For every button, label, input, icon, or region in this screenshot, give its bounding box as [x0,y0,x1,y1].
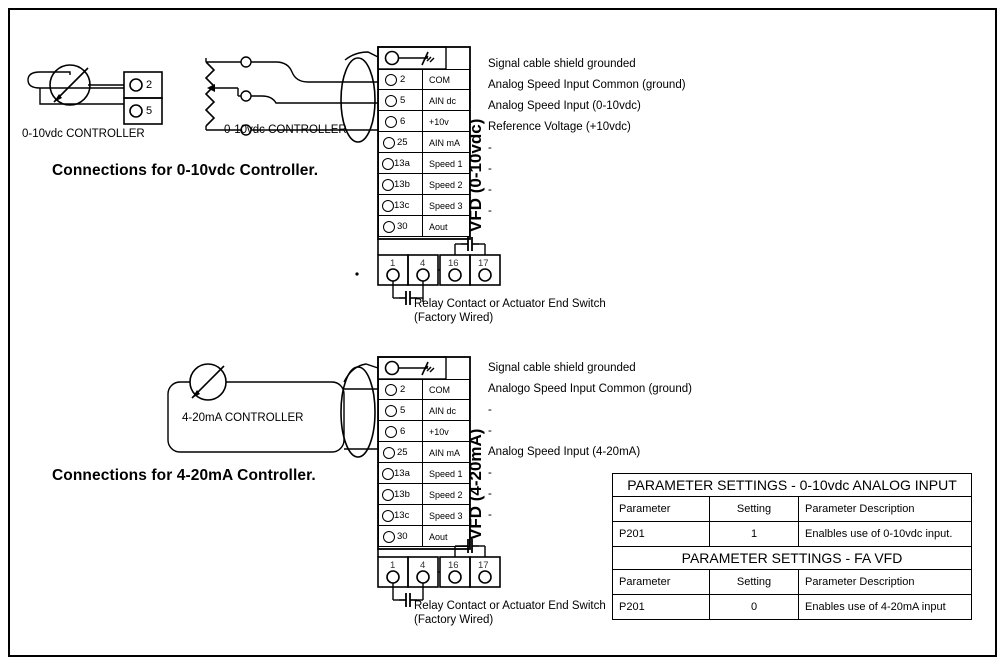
note-item: - [488,163,492,175]
table-header-row [613,497,972,522]
terminal-name: COM [429,384,450,395]
note-item: - [488,425,492,437]
bottom-terminal-number: 16 [448,258,459,269]
terminal-name: AIN dc [429,405,457,416]
table-title-row [613,547,972,570]
relay-note-2-line1: Relay Contact or Actuator End Switch [414,600,606,612]
terminal-number: 6 [400,116,406,127]
terminal-number: 13c [394,200,410,211]
cell-parameter: P201 [613,522,710,547]
note-item: Analog Speed Input Common (ground) [488,79,686,91]
terminal-circle [382,158,394,170]
vfd-label-1: VFD (0-10vdc) [466,118,485,232]
terminal-name: Speed 3 [429,200,463,211]
terminal-row[interactable] [378,153,470,174]
small-terminal-number: 5 [146,105,153,117]
controller-caption-1: 0-10vdc CONTROLLER [224,124,347,136]
terminal-circle [385,426,397,438]
note-item: Reference Voltage (+10vdc) [488,121,631,133]
terminal-row[interactable] [378,111,470,132]
cell-setting: 0 [710,595,799,620]
cell-description: Enalbles use of 0-10vdc input. [799,522,972,547]
table-row [613,595,972,620]
cable-shield-2 [341,367,375,457]
relay-note-1-line1: Relay Contact or Actuator End Switch [414,298,606,310]
table-title-row [613,474,972,497]
terminal-name: Speed 2 [429,179,463,190]
table-title-2: PARAMETER SETTINGS - FA VFD [613,547,972,570]
terminal-row[interactable] [378,442,470,463]
terminal-circle [385,405,397,417]
terminal-circle [385,116,397,128]
terminal-row[interactable] [378,90,470,111]
bottom-terminal-number: 1 [390,560,396,571]
terminal-row[interactable] [378,195,470,216]
terminal-number: 13b [394,179,410,190]
terminal-number: 5 [400,95,406,106]
terminal-number: 6 [400,426,406,437]
terminal-circle [385,95,397,107]
table-header-row [613,570,972,595]
terminal-number: 13a [394,158,410,169]
terminal-circle [383,221,395,233]
header-parameter: Parameter [613,570,710,595]
vfd-label-2: VFD (4-20mA) [466,428,485,540]
terminal-row[interactable] [378,463,470,484]
table-title-1: PARAMETER SETTINGS - 0-10vdc ANALOG INPUT [613,474,972,497]
terminal-rows-2 [378,379,470,547]
terminal-circle [382,179,394,191]
terminal-row[interactable] [378,400,470,421]
terminal-name: +10v [429,116,449,127]
terminal-number: 13b [394,489,410,500]
terminal-row[interactable] [378,174,470,195]
terminal-circle [383,531,395,543]
terminal-row[interactable] [378,484,470,505]
terminal-number: 25 [397,447,408,458]
note-item: - [488,205,492,217]
terminal-circle [382,468,394,480]
terminal-row[interactable] [378,421,470,442]
terminal-circle [383,447,395,459]
terminal-row[interactable] [378,526,470,547]
bottom-terminal-number: 4 [420,258,426,269]
terminal-row[interactable] [378,505,470,526]
bottom-terminal-number: 17 [478,258,489,269]
table-row [613,522,972,547]
section-heading-2: Connections for 4-20mA Controller. [52,467,316,484]
header-setting: Setting [710,570,799,595]
cell-parameter: P201 [613,595,710,620]
bottom-terminal-number: 17 [478,560,489,571]
notes-list-1 [488,58,686,226]
terminal-number: 30 [397,531,408,542]
terminal-number: 25 [397,137,408,148]
terminal-row[interactable] [378,379,470,400]
terminal-name: Speed 1 [429,158,463,169]
terminal-circle [382,489,394,501]
terminal-row[interactable] [378,132,470,153]
controller-caption-2: 4-20mA CONTROLLER [182,412,304,424]
note-item: - [488,467,492,479]
terminal-row[interactable] [378,216,470,237]
terminal-name: AIN dc [429,95,457,106]
pot-symbol-1 [28,65,124,105]
note-item: - [488,488,492,500]
terminal-circle [382,510,394,522]
terminal-number: 13c [394,510,410,521]
note-item: - [488,509,492,521]
section-heading-1: Connections for 0-10vdc Controller. [52,162,319,179]
note-item: Analog Speed Input (0-10vdc) [488,100,641,112]
terminal-name: Aout [429,221,448,232]
terminal-circle [383,137,395,149]
cell-setting: 1 [710,522,799,547]
header-parameter: Parameter [613,497,710,522]
header-description: Parameter Description [799,497,972,522]
terminal-circle [385,74,397,86]
stray-dot-1 [355,272,358,275]
relay-note-1-line2: (Factory Wired) [414,312,494,324]
terminal-name: Speed 1 [429,468,463,479]
terminal-row[interactable] [378,69,470,90]
terminal-name: +10v [429,426,449,437]
note-item: Signal cable shield grounded [488,362,636,374]
note-item: - [488,142,492,154]
note-item: Analogo Speed Input Common (ground) [488,383,692,395]
terminal-name: AIN mA [429,447,461,458]
pot-caption-1: 0-10vdc CONTROLLER [22,128,145,140]
small-terminal-number: 2 [146,79,153,91]
note-item: - [488,184,492,196]
terminal-number: 2 [400,384,406,395]
relay-note-2-line2: (Factory Wired) [414,614,494,626]
terminal-number: 2 [400,74,406,85]
bottom-terminals-1 [378,237,500,305]
terminal-name: Speed 3 [429,510,463,521]
note-item: Signal cable shield grounded [488,58,636,70]
header-description: Parameter Description [799,570,972,595]
header-setting: Setting [710,497,799,522]
bottom-terminal-number: 4 [420,560,426,571]
terminal-number: 30 [397,221,408,232]
terminal-number: 13a [394,468,410,479]
parameter-settings-table [612,473,972,620]
terminal-circle [385,384,397,396]
terminal-name: Speed 2 [429,489,463,500]
terminal-number: 5 [400,405,406,416]
terminal-name: AIN mA [429,137,461,148]
bottom-terminal-number: 16 [448,560,459,571]
note-item: - [488,404,492,416]
terminal-name: COM [429,74,450,85]
terminal-circle [382,200,394,212]
note-item: Analog Speed Input (4-20mA) [488,446,641,458]
cell-description: Enables use of 4-20mA input [799,595,972,620]
bottom-terminal-number: 1 [390,258,396,269]
terminal-rows-1 [378,69,470,237]
controller-wiring-1 [206,52,378,135]
small-terminal-block-1 [124,72,162,124]
terminal-name: Aout [429,531,448,542]
